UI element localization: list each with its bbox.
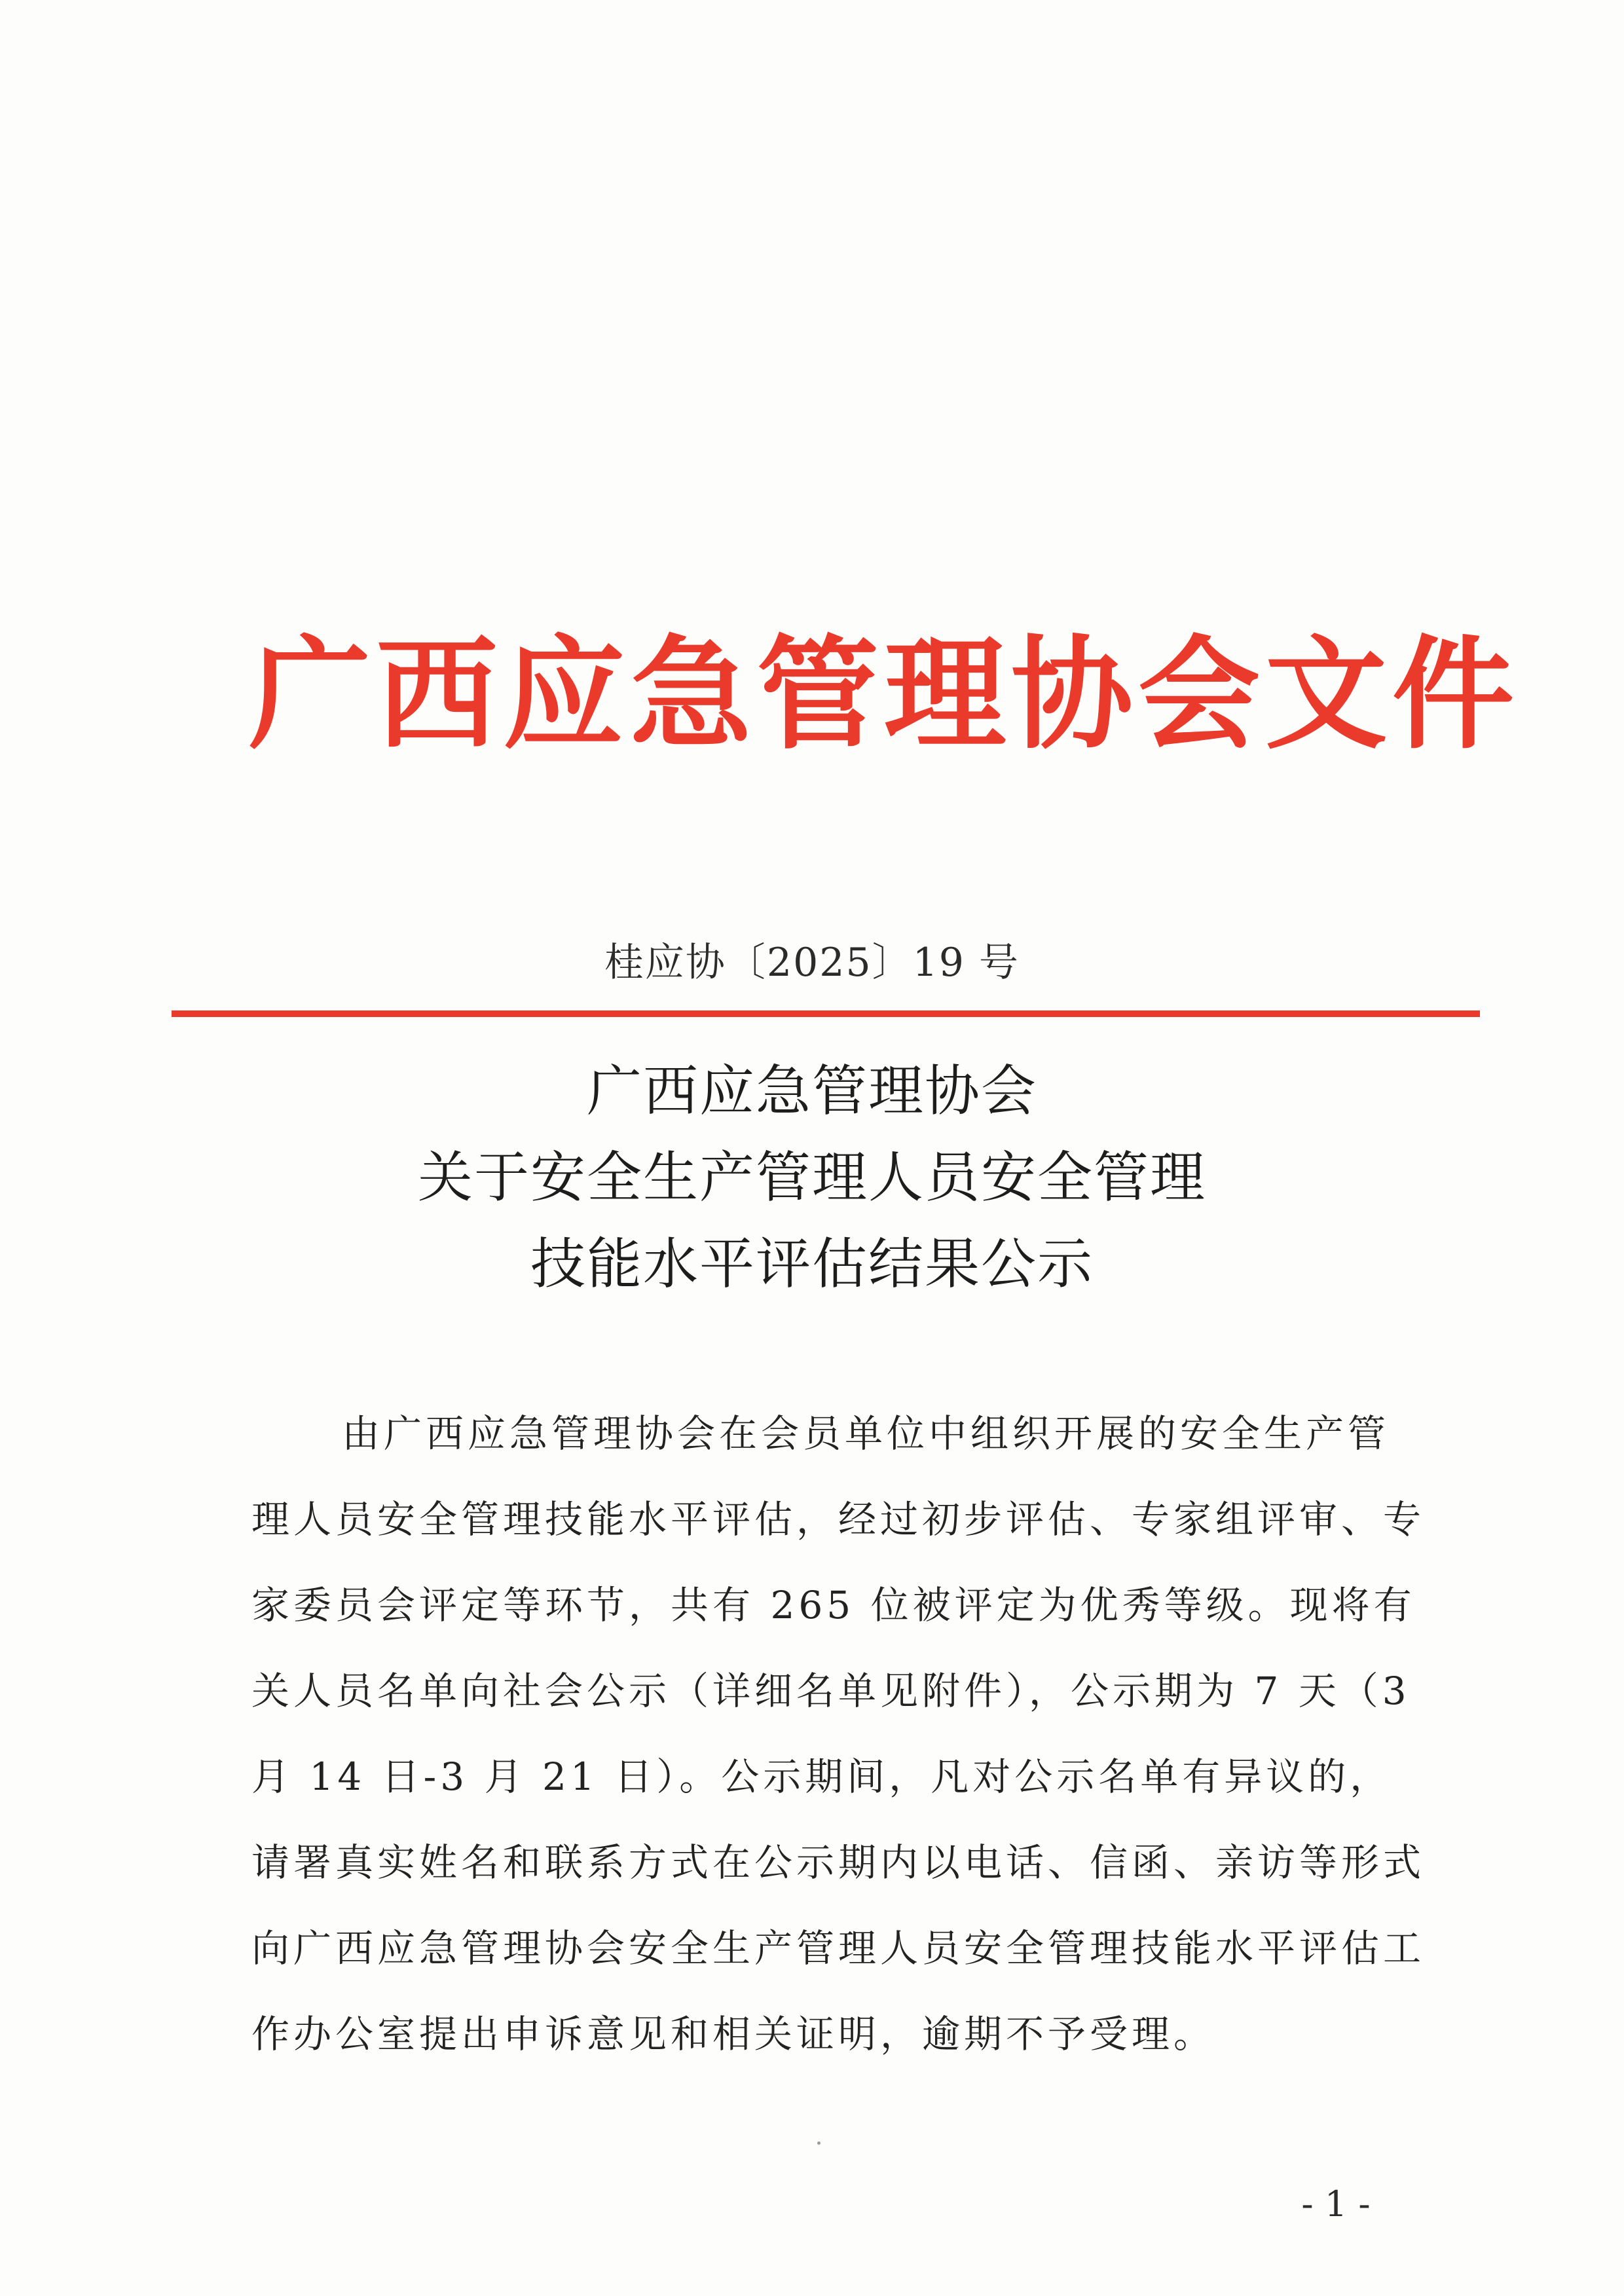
document-number: 桂应协〔2025〕19 号	[604, 940, 1020, 986]
scan-speck	[817, 2141, 821, 2145]
title-line-1: 广西应急管理协会	[586, 1059, 1037, 1123]
document-title	[223, 1048, 1401, 1307]
red-separator-line	[172, 1010, 1480, 1017]
page-number: - 1 -	[1301, 2183, 1371, 2225]
body-paragraph: 由广西应急管理协会在会员单位中组织开展的安全生产管理人员安全管理技能水平评估，经过初步评估、专家组评审、专家委员会评定等环节，共有 265 位被评定为优秀等级。现将有关人员名单向社会公示（详细名单见附件），公示期为 7 天（3 月 14 日-3 月 21 日）。公示期间，凡对公示名单有异议的，请署真实姓名和联系方式在公示期内以电话、信函、亲访等形式向广西应急管理协会安全生产管理人员安全管理技能水平评估工作办公室提出申诉意见和相关证明，逾期不予受理。	[251, 1411, 1426, 2056]
title-line-2: 关于安全生产管理人员安全管理	[417, 1145, 1206, 1210]
masthead-title: 广西应急管理协会文件	[249, 622, 1520, 766]
title-line-3: 技能水平评估结果公示	[530, 1232, 1094, 1296]
